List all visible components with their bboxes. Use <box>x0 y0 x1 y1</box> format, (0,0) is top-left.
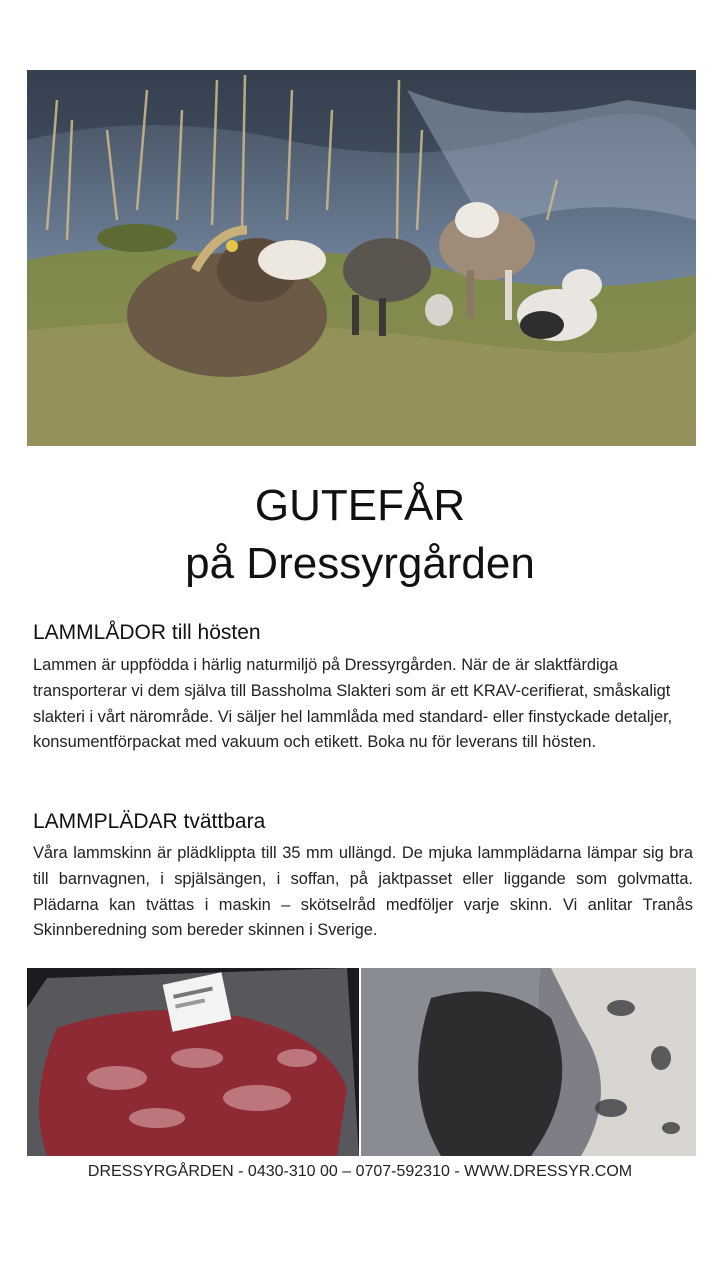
section-body-lammpladar: Våra lammskinn är plädklippta till 35 mm ullängd. De mjuka lammplädarna lämpar sig bra till barnvagnen, i spjälsängen, i soffan, på jaktpasset eller liggande som golvmatta. Plädarna kan tvättas i maskin – skötselråd medföljer varje skinn. Vi anlitar Tranås Skinnberedning som bereder skinnen i Sverige. <box>33 844 693 940</box>
photo-sheepskin-rugs <box>361 968 696 1156</box>
section-body-lammlador: Lammen är uppfödda i härlig naturmiljö på Dressyrgården. När de är slaktfärdiga transporterar vi dem själva till Bassholma Slakteri som är ett KRAV-cerifierat, småskaligt slakteri i vårt närområde. Vi säljer hel lammlåda med standard- eller finstyckade detaljer, konsumentförpackat med vakuum och etikett. Boka nu för leverans till hösten. <box>33 656 673 752</box>
footer-contact: DRESSYRGÅRDEN - 0430-310 00 – 0707-592310 - WWW.DRESSYR.COM <box>87 1163 633 1180</box>
section-heading-lammlador: LAMMLÅDOR till hösten <box>33 621 261 644</box>
page-subtitle: på Dressyrgården <box>185 539 535 588</box>
section-heading-lammpladar: LAMMPLÄDAR tvättbara <box>33 810 266 833</box>
hero-photo-sheep-by-pond <box>27 70 696 446</box>
page-title: GUTEFÅR <box>254 481 466 530</box>
photo-vacuum-packed-lamb <box>27 968 359 1156</box>
